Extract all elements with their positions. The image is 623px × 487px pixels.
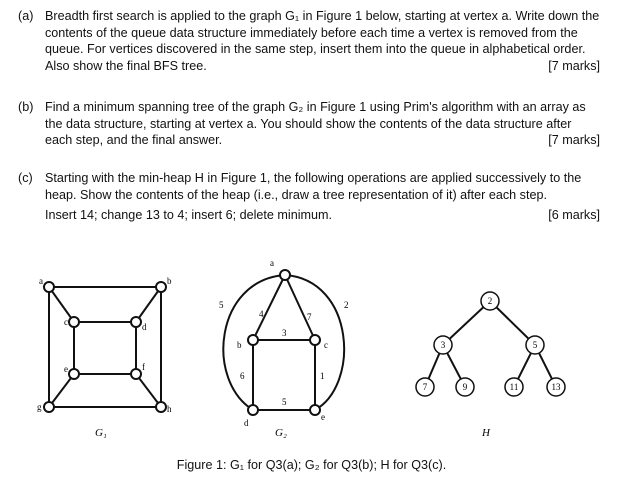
g2-title: G₂ — [275, 427, 287, 439]
heap-value-1: 2 — [487, 296, 493, 306]
heap-value-5: 9 — [462, 382, 468, 392]
question-c-text: Starting with the min-heap H in Figure 1, the following operations are applied successively to the heap. Show the contents of the heap (i.e., draw a tree representation of it) after each step. — [45, 171, 582, 202]
g1-vertex-b — [156, 282, 166, 292]
g1-label-e: e — [64, 364, 68, 374]
g2-weight-bc: 3 — [282, 328, 287, 338]
g2-label-a: a — [270, 258, 274, 268]
heap-value-6: 11 — [509, 382, 519, 392]
g2-weight-ce: 1 — [320, 371, 325, 381]
g2-vertex-a — [280, 270, 290, 280]
question-a-marks: [7 marks] — [548, 58, 600, 73]
g2-label-b: b — [237, 340, 242, 350]
g2-label-e: e — [321, 412, 325, 422]
question-c-label: (c) — [18, 171, 33, 185]
g2-weight-ac: 7 — [307, 312, 312, 322]
g1-vertex-e — [69, 369, 79, 379]
g1-label-a: a — [39, 276, 43, 286]
g1-vertex-c — [69, 317, 79, 327]
g2-vertex-c — [310, 335, 320, 345]
question-b-label: (b) — [18, 100, 34, 114]
g1-label-b: b — [167, 276, 172, 286]
heap-value-4: 7 — [422, 382, 428, 392]
g2-weight-ab: 4 — [259, 309, 264, 319]
question-b-text: Find a minimum spanning tree of the graph G₂ in Figure 1 using Prim's algorithm with an array as the data structure, starting at vertex a. You should show the contents of the data structure after each step, and the final answer. — [45, 100, 586, 148]
question-b-marks: [7 marks] — [548, 133, 600, 148]
g1-label-c: c — [64, 317, 68, 327]
g1-title: G₁ — [95, 427, 107, 439]
g1-vertex-h — [156, 402, 166, 412]
g2-weight-ae-curve: 2 — [344, 300, 349, 310]
g2-label-d: d — [244, 418, 249, 428]
g2-vertex-d — [248, 405, 258, 415]
heap-title: H — [482, 427, 490, 439]
g1-vertex-f — [131, 369, 141, 379]
question-a-text: Breadth first search is applied to the graph G₁ in Figure 1 below, starting at vertex a. Write down the contents of the queue data structure immediately before each time a vertex is removed from the queue. For vertices discovered in the same step, insert them into the queue in alphabetical order. Also show the final BFS tree. — [45, 9, 600, 73]
g2-weight-de: 5 — [282, 397, 287, 407]
g1-vertex-g — [44, 402, 54, 412]
figure-caption: Figure 1: G₁ for Q3(a); G₂ for Q3(b); H for Q3(c). — [176, 458, 447, 472]
g1-label-f: f — [142, 362, 145, 372]
g1-label-g: g — [37, 402, 42, 412]
heap-value-3: 5 — [532, 340, 538, 350]
g1-label-d: d — [142, 322, 147, 332]
g2-weight-ad-curve: 5 — [219, 300, 224, 310]
question-c-marks: [6 marks] — [548, 208, 600, 223]
g1-label-h: h — [167, 404, 172, 414]
g2-vertex-e — [310, 405, 320, 415]
graph-g1-edges — [49, 287, 161, 407]
heap-value-2: 3 — [440, 340, 446, 350]
question-c-operations: Insert 14; change 13 to 4; insert 6; delete minimum. — [45, 208, 333, 223]
g2-vertex-b — [248, 335, 258, 345]
g1-vertex-a — [44, 282, 54, 292]
heap-value-7: 13 — [551, 382, 561, 392]
g2-weight-bd: 6 — [240, 371, 245, 381]
g1-vertex-d — [131, 317, 141, 327]
g2-label-c: c — [324, 340, 328, 350]
question-a-label: (a) — [18, 9, 34, 23]
